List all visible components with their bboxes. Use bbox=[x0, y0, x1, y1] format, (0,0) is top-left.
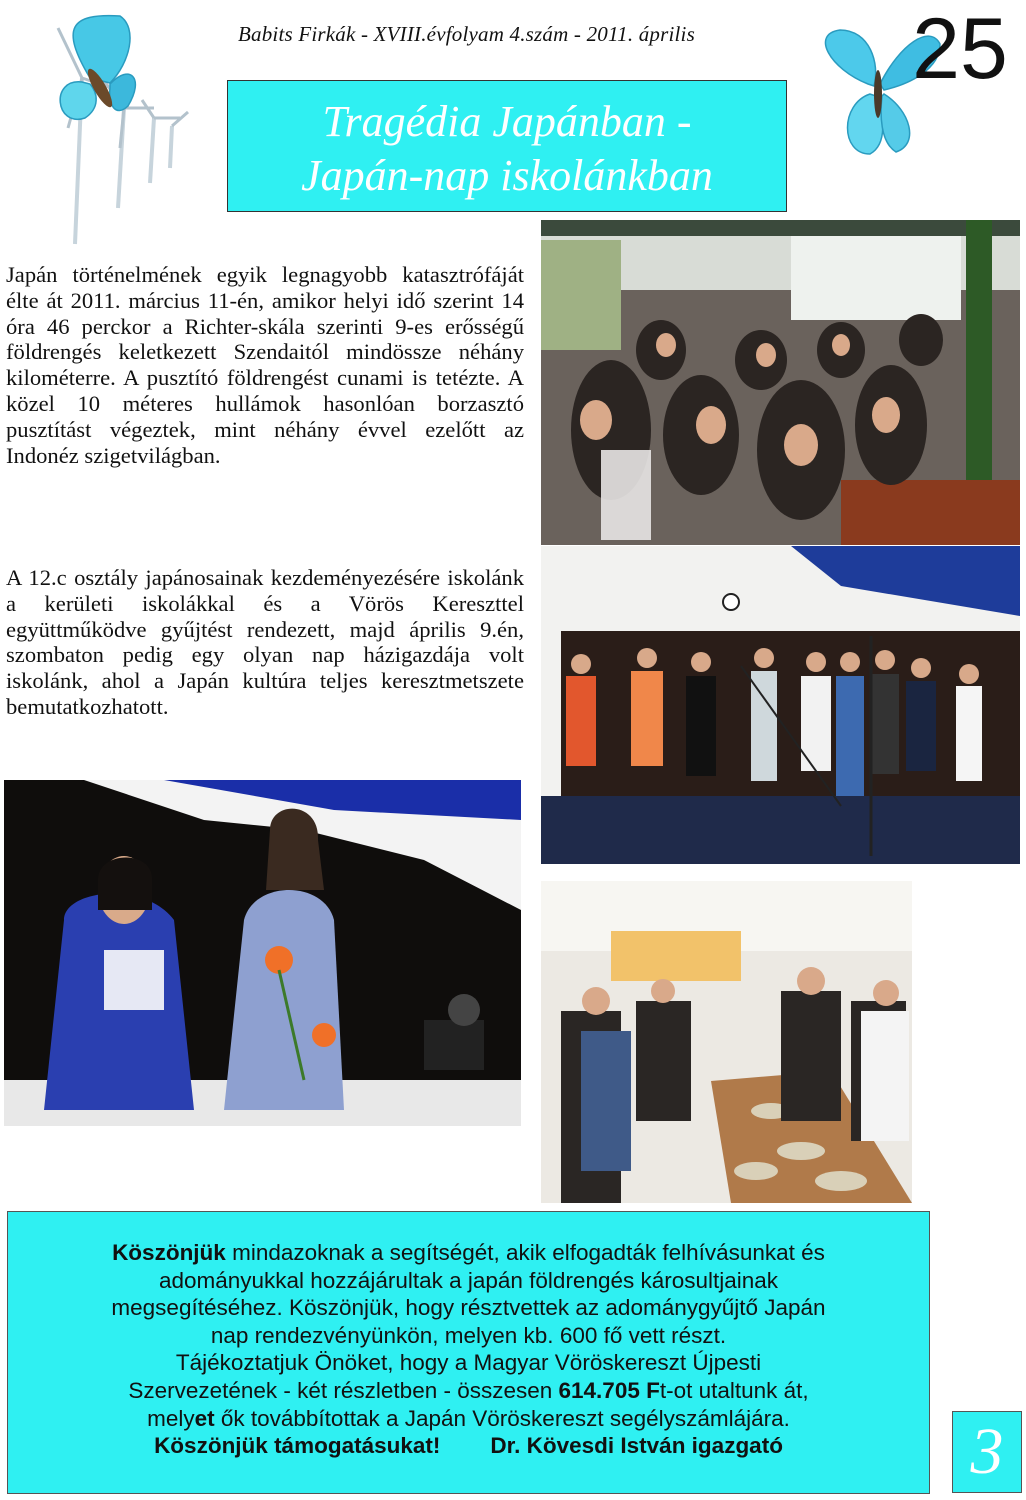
page-number: 25 bbox=[912, 1, 1008, 97]
thanks-line-1-text: mindazoknak a segítségét, akik elfogadták felhívásunkat és bbox=[225, 1240, 825, 1265]
thanks-line-7-bold: et bbox=[194, 1405, 215, 1431]
photo-kimono-stage bbox=[4, 780, 521, 1126]
thanks-line-1 bbox=[8, 1239, 929, 1267]
thanks-line-2: adományukkal hozzájárultak a japán földrengés károsultjainak bbox=[158, 1267, 779, 1293]
thanks-line-8 bbox=[8, 1432, 929, 1460]
thanks-line-7-b: ők továbbítottak a Japán Vöröskereszt segélyszámlájára. bbox=[214, 1405, 790, 1431]
section-number: 3 bbox=[952, 1411, 1022, 1493]
article-paragraph-2: A 12.c osztály japánosainak kezdeményezésére iskolánk a kerületi iskolákkal és a Vörös Kereszttel együttműködve gyűjtést rendezett, majd április 9.én, szombaton pedig egy olyan nap házigazdája volt iskolánk, ahol a Japán kultúra teljes keresztmetszete bemutatkozhatott. bbox=[6, 565, 524, 719]
thanks-closing: Köszönjük támogatásukat! bbox=[154, 1433, 441, 1459]
signature-name: Dr. Kövesdi István igazgató bbox=[490, 1433, 783, 1459]
thanks-line-7-a: mely bbox=[147, 1405, 195, 1431]
thanks-line-3: megsegítéséhez. Köszönjük, hogy résztvettek az adománygyűjtő Japán bbox=[111, 1295, 826, 1321]
thanks-line-6-a: Szervezetének - két részletben - összesen bbox=[128, 1377, 559, 1403]
thanks-bold-word: Köszönjük bbox=[112, 1240, 226, 1265]
article-title bbox=[227, 80, 787, 212]
thanks-line-4: nap rendezvényünkön, melyen kb. 600 fő vett részt. bbox=[210, 1322, 727, 1348]
thanks-line-7 bbox=[8, 1405, 929, 1433]
title-line-2: Japán-nap iskolánkban bbox=[301, 151, 713, 200]
title-line-1: Tragédia Japánban - bbox=[322, 97, 692, 146]
thank-you-notice bbox=[7, 1211, 930, 1494]
butterfly-turbines-icon bbox=[20, 8, 220, 248]
thanks-line-6 bbox=[8, 1377, 929, 1405]
photo-stage-performers bbox=[541, 546, 1020, 864]
photo-buffet bbox=[541, 881, 912, 1203]
donation-amount: 614.705 F bbox=[558, 1377, 660, 1403]
running-head: Babits Firkák - XVIII.évfolyam 4.szám - 2011. április bbox=[238, 22, 695, 46]
thanks-line-5: Tájékoztatjuk Önöket, hogy a Magyar Vöröskereszt Újpesti bbox=[175, 1350, 762, 1376]
thanks-line-6-b: t-ot utaltunk át, bbox=[659, 1377, 809, 1403]
article-paragraph-1: Japán történelmének egyik legnagyobb katasztrófáját élte át 2011. március 11-én, amikor helyi idő szerint 14 óra 46 perckor a Richter-skála szerinti 9-es erősségű földrengés keletkezett Szendaitól mindössze néhány kilométerre. A pusztító földrengést cunami is tetézte. A közel 10 méteres hullámok hasonlóan borzasztó pusztítást végeztek, mint néhány évvel ezelőtt az Indonéz szigetvilágban. bbox=[6, 262, 524, 468]
photo-audience bbox=[541, 220, 1020, 545]
